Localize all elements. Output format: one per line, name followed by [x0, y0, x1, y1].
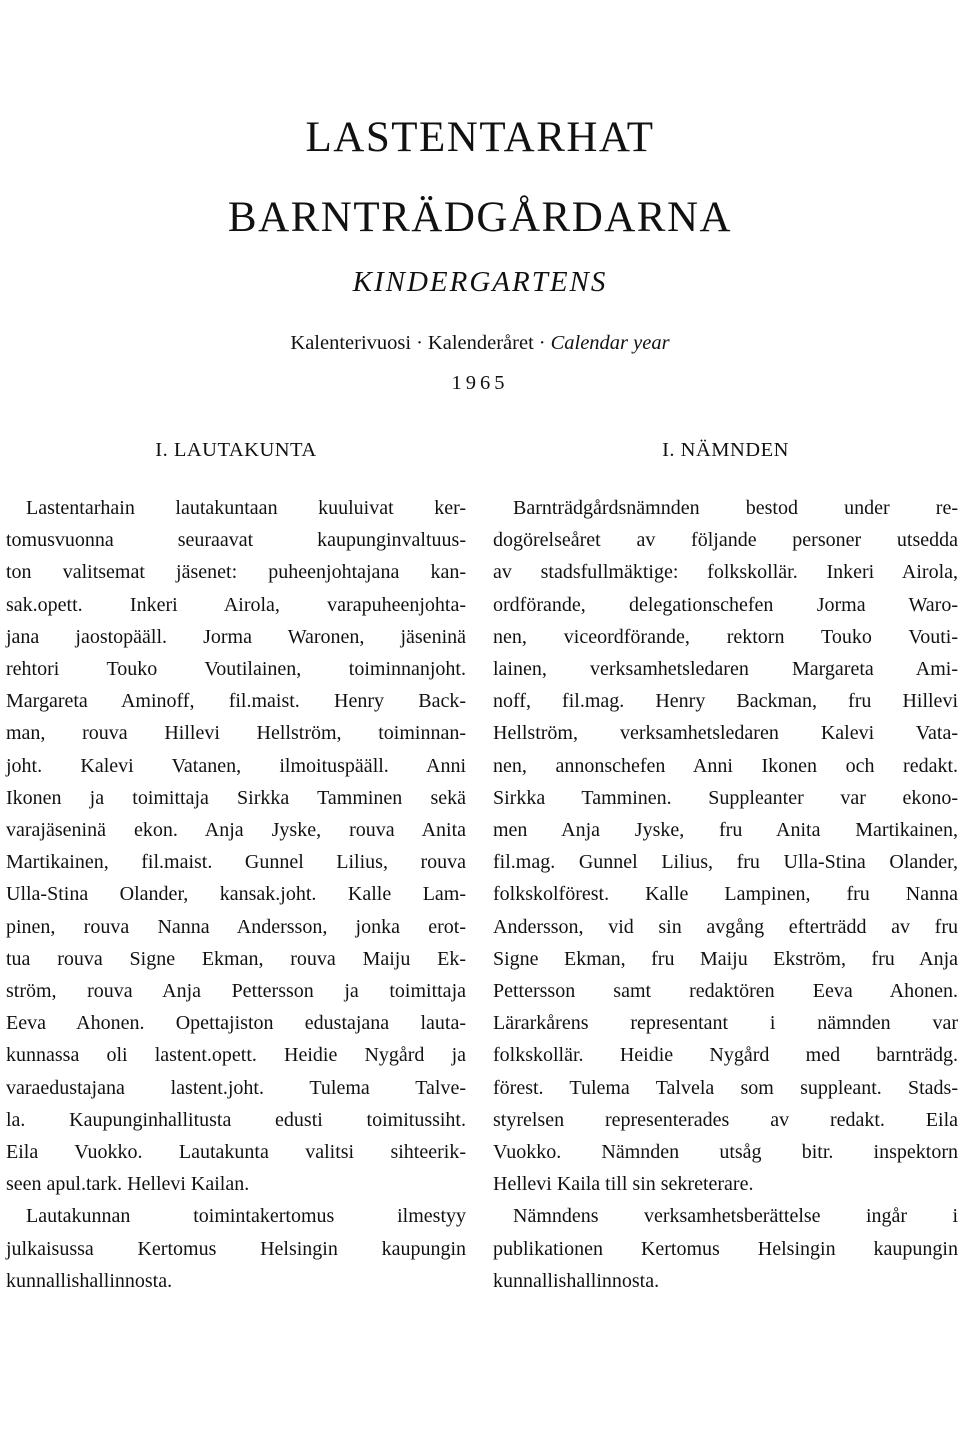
- text-line: Nämndens verksamhetsberättelse ingår i: [513, 1205, 958, 1228]
- text-line: varajäseninä ekon. Anja Jyske, rouva Anita: [6, 819, 466, 842]
- text-line: julkaisussa Kertomus Helsingin kaupungin: [6, 1237, 466, 1260]
- text-line: Ulla-Stina Olander, kansak.joht. Kalle Lam-: [6, 883, 466, 906]
- text-line: Lautakunnan toimintakertomus ilmestyy: [26, 1205, 466, 1228]
- text-line: nen, viceordförande, rektorn Touko Vouti-: [493, 625, 958, 648]
- text-line: sak.opett. Inkeri Airola, varapuheenjohta-: [6, 593, 466, 616]
- text-line: Signe Ekman, fru Maiju Ekström, fru Anja: [493, 947, 958, 970]
- separator-dot: ·: [416, 332, 423, 354]
- right-column-swedish: [493, 432, 958, 1297]
- text-line: men Anja Jyske, fru Anita Martikainen,: [493, 819, 958, 842]
- text-line: seen apul.tark. Hellevi Kailan.: [6, 1173, 250, 1196]
- calendar-label-swedish: Kalenderåret: [427, 332, 534, 354]
- text-line: Margareta Aminoff, fil.maist. Henry Back-: [6, 690, 466, 713]
- text-line: Andersson, vid sin avgång efterträdd av fru: [493, 915, 958, 938]
- section-heading-finnish: I. LAUTAKUNTA: [155, 439, 317, 461]
- text-line: lainen, verksamhetsledaren Margareta Ami-: [493, 658, 958, 681]
- paragraph-finnish-2: [6, 1200, 466, 1297]
- paragraph-finnish-1: [6, 492, 466, 1200]
- text-line: nen, annonschefen Anni Ikonen och redakt.: [493, 754, 958, 777]
- paragraph-swedish-2: [493, 1200, 958, 1297]
- section-heading-swedish: I. NÄMNDEN: [662, 439, 789, 461]
- text-line: varaedustajana lastent.joht. Tulema Talve-: [6, 1076, 466, 1099]
- text-line: Eila Vuokko. Lautakunta valitsi sihteerik-: [6, 1141, 466, 1164]
- year: 1965: [451, 372, 509, 394]
- text-line: joht. Kalevi Vatanen, ilmoituspääll. Anni: [6, 754, 466, 777]
- text-line: Hellström, verksamhetsledaren Kalevi Vata-: [493, 722, 958, 745]
- text-line: jana jaostopääll. Jorma Waronen, jäseninä: [6, 625, 466, 648]
- text-line: kunnallishallinnosta.: [6, 1269, 173, 1292]
- separator-dot: ·: [538, 332, 546, 354]
- text-line: ordförande, delegationschefen Jorma Waro-: [493, 593, 958, 616]
- text-line: fil.mag. Gunnel Lilius, fru Ulla-Stina Olander,: [493, 851, 958, 874]
- calendar-label-finnish: Kalenterivuosi: [290, 332, 412, 354]
- text-line: dogörelseåret av följande personer utsedda: [493, 529, 958, 552]
- text-line: Ikonen ja toimittaja Sirkka Tamminen sekä: [6, 786, 466, 809]
- text-line: Lärarkårens representant i nämnden var: [493, 1012, 958, 1035]
- text-line: kunnassa oli lastent.opett. Heidie Nygård ja: [6, 1044, 466, 1067]
- text-line: publikationen Kertomus Helsingin kaupungin: [493, 1237, 958, 1260]
- text-line: folkskollär. Heidie Nygård med barnträdg.: [493, 1044, 958, 1067]
- text-line: Eeva Ahonen. Opettajiston edustajana lauta-: [6, 1012, 466, 1035]
- title-swedish: BARNTRÄDGÅRDARNA: [227, 194, 733, 241]
- text-line: förest. Tulema Talvela som suppleant. Stads-: [493, 1076, 958, 1099]
- text-line: Vuokko. Nämnden utsåg bitr. inspektorn: [493, 1141, 958, 1164]
- calendar-year-line: [0, 328, 960, 358]
- text-line: rehtori Touko Voutilainen, toiminnanjoht.: [6, 658, 466, 681]
- text-line: man, rouva Hillevi Hellström, toiminnan-: [6, 722, 466, 745]
- text-line: Hellevi Kaila till sin sekreterare.: [493, 1173, 754, 1196]
- text-line: ström, rouva Anja Pettersson ja toimittaja: [6, 980, 466, 1003]
- text-line: av stadsfullmäktige: folkskollär. Inkeri Airola,: [493, 561, 958, 584]
- text-line: Pettersson samt redaktören Eeva Ahonen.: [493, 980, 958, 1003]
- text-line: tomusvuonna seuraavat kaupunginvaltuus-: [6, 529, 466, 552]
- text-line: styrelsen representerades av redakt. Eila: [493, 1108, 958, 1131]
- left-column-finnish: [6, 432, 466, 1297]
- text-line: noff, fil.mag. Henry Backman, fru Hillevi: [493, 690, 958, 713]
- text-line: pinen, rouva Nanna Andersson, jonka erot-: [6, 915, 466, 938]
- calendar-label-english: Calendar year: [550, 332, 670, 354]
- text-line: ton valitsemat jäsenet: puheenjohtajana kan-: [6, 561, 466, 584]
- title-english: KINDERGARTENS: [352, 266, 608, 298]
- text-line: kunnallishallinnosta.: [493, 1269, 660, 1292]
- text-line: Barnträdgårdsnämnden bestod under re-: [513, 497, 958, 519]
- text-line: Martikainen, fil.maist. Gunnel Lilius, rouva: [6, 851, 466, 874]
- text-line: Lastentarhain lautakuntaan kuuluivat ker-: [26, 497, 466, 519]
- text-line: tua rouva Signe Ekman, rouva Maiju Ek-: [6, 947, 466, 970]
- text-line: la. Kaupunginhallitusta edusti toimitussiht.: [6, 1108, 466, 1131]
- paragraph-swedish-1: [493, 492, 958, 1200]
- title-finnish: LASTENTARHAT: [305, 114, 655, 161]
- text-line: folkskolförest. Kalle Lampinen, fru Nanna: [493, 883, 958, 906]
- text-line: Sirkka Tamminen. Suppleanter var ekono-: [493, 786, 958, 809]
